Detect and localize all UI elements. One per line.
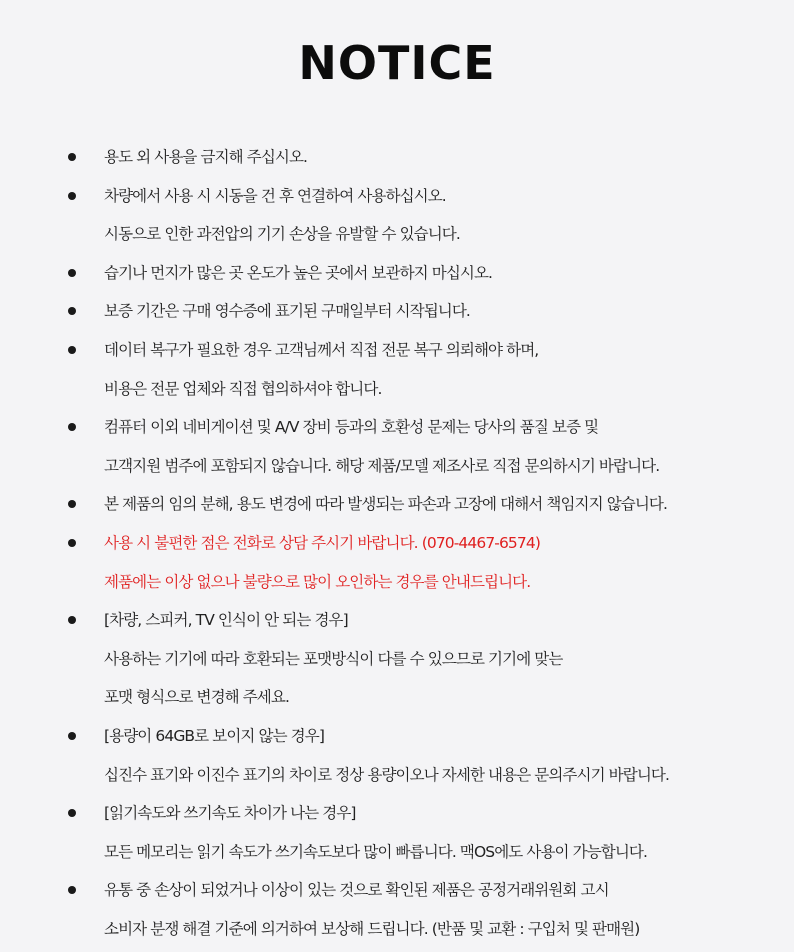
bullet-icon — [68, 539, 76, 547]
notice-item — [0, 138, 794, 177]
notice-line: 고객지원 범주에 포함되지 않습니다. 해당 제품/모델 제조사로 직접 문의하시기 바랍니다. — [104, 456, 660, 475]
notice-line: 용도 외 사용을 금지해 주십시오. — [104, 148, 308, 166]
notice-line: 유통 중 손상이 되었거나 이상이 있는 것으로 확인된 제품은 공정거래위원회 고시 — [104, 881, 609, 900]
notice-item — [0, 177, 794, 254]
notice-line: [읽기속도와 쓰기속도 차이가 나는 경우] — [104, 804, 356, 823]
bullet-icon — [68, 346, 76, 354]
bullet-icon — [68, 269, 76, 277]
notice-line: 포맷 형식으로 변경해 주세요. — [104, 688, 289, 707]
notice-item — [0, 794, 794, 871]
notice-list — [0, 138, 794, 948]
notice-line: 소비자 분쟁 해결 기준에 의거하여 보상해 드립니다. (반품 및 교환 : 구입처 및 판매원) — [104, 919, 640, 938]
notice-line: 시동으로 인한 과전압의 기기 손상을 유발할 수 있습니다. — [104, 225, 460, 244]
notice-item — [0, 254, 794, 293]
bullet-icon — [68, 153, 76, 161]
notice-item — [0, 331, 794, 408]
notice-line: 데이터 복구가 필요한 경우 고객님께서 직접 전문 복구 의뢰해야 하며, — [104, 340, 539, 359]
notice-line: 컴퓨터 이외 네비게이션 및 A/V 장비 등과의 호환성 문제는 당사의 품질 보증 및 — [104, 418, 599, 437]
contact-line: 사용 시 불편한 점은 전화로 상담 주시기 바랍니다. (070-4467-6574) — [104, 533, 540, 552]
notice-line: 본 제품의 임의 분해, 용도 변경에 따라 발생되는 파손과 고장에 대해서 책임지지 않습니다. — [104, 495, 668, 514]
notice-line: 보증 기간은 구매 영수증에 표기된 구매일부터 시작됩니다. — [104, 302, 470, 321]
notice-item — [0, 717, 794, 794]
notice-line: 모든 메모리는 읽기 속도가 쓰기속도보다 많이 빠릅니다. 맥OS에도 사용이 가능합니다. — [104, 842, 648, 861]
bullet-icon — [68, 732, 76, 740]
notice-item — [0, 408, 794, 485]
notice-item — [0, 485, 794, 524]
notice-line: 차량에서 사용 시 시동을 건 후 연결하여 사용하십시오. — [104, 186, 446, 205]
notice-item — [0, 601, 794, 717]
bullet-icon — [68, 192, 76, 200]
contact-line: 제품에는 이상 없으나 불량으로 많이 오인하는 경우를 안내드립니다. — [104, 572, 531, 591]
notice-title: NOTICE — [298, 36, 496, 90]
notice-line: 비용은 전문 업체와 직접 협의하셔야 합니다. — [104, 379, 382, 398]
notice-item-contact — [0, 524, 794, 601]
notice-line: 십진수 표기와 이진수 표기의 차이로 정상 용량이오나 자세한 내용은 문의주시기 바랍니다. — [104, 765, 670, 784]
notice-line: [차량, 스피커, TV 인식이 안 되는 경우] — [104, 611, 348, 630]
notice-item — [0, 292, 794, 331]
notice-line: [용량이 64GB로 보이지 않는 경우] — [104, 726, 324, 745]
notice-line: 사용하는 기기에 따라 호환되는 포맷방식이 다를 수 있으므로 기기에 맞는 — [104, 649, 563, 668]
notice-item — [0, 871, 794, 948]
notice-line: 습기나 먼지가 많은 곳 온도가 높은 곳에서 보관하지 마십시오. — [104, 263, 493, 282]
